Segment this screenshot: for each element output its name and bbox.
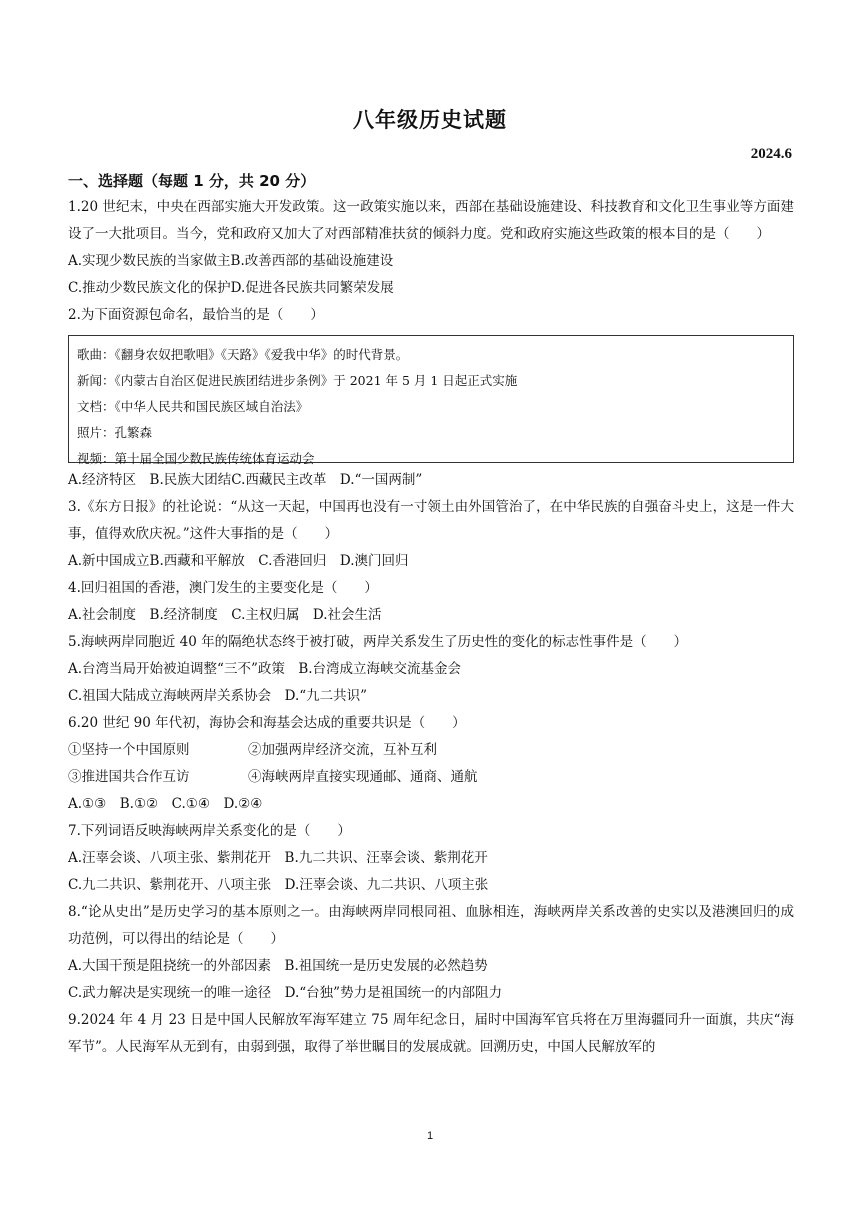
question-2-options: A.经济特区 B.民族大团结C.西藏民主改革 D.“一国两制” [68, 472, 423, 488]
question-3-stem: 3.《东方日报》的社论说：“从这一天起，中国再也没有一寸领土由外国管治了，在中华民族的自强奋斗史上，这是一件大事，值得欢欣庆祝。”这件大事指的是（ ） [68, 499, 794, 542]
question-9-stem: 9.2024 年 4 月 23 日是中国人民解放军海军建立 75 周年纪念日，届时中国海军官兵将在万里海疆同升一面旗，共庆“海军节”。人民海军从无到有，由弱到强，取得了举世瞩目的发展成就。回溯历史，中国人民解放军的 [68, 1012, 794, 1055]
question-6-statements-34 [68, 764, 794, 791]
question-4-stem: 4.回归祖国的香港，澳门发生的主要变化是（ ） [68, 580, 378, 596]
resource-document: 文档：《中华人民共和国民族区域自治法》 [77, 399, 309, 414]
question-8-stem: 8.“论从史出”是历史学习的基本原则之一。由海峡两岸同根同祖、血脉相连，海峡两岸关系改善的史实以及港澳回归的成功范例，可以得出的结论是（ ） [68, 904, 794, 947]
statement-3: ③推进国共合作互访 [68, 769, 190, 785]
statement-2: ②加强两岸经济交流，互补互利 [248, 742, 437, 758]
resource-photo: 照片：孔繁森 [77, 425, 153, 440]
statement-4: ④海峡两岸直接实现通邮、通商、通航 [248, 769, 478, 785]
question-7-stem: 7.下列词语反映海峡两岸关系变化的是（ ） [68, 823, 351, 839]
question-1-options-cd: C.推动少数民族文化的保护D.促进各民族共同繁荣发展 [68, 280, 394, 296]
question-8-options-cd: C.武力解决是实现统一的唯一途径 D.“台独”势力是祖国统一的内部阻力 [68, 985, 503, 1001]
question-3-options: A.新中国成立B.西藏和平解放 C.香港回归 D.澳门回归 [68, 553, 409, 569]
question-6-options: A.①③ B.①② C.①④ D.②④ [68, 796, 263, 812]
page-number: 1 [426, 1130, 434, 1142]
question-5-options-cd: C.祖国大陆成立海峡两岸关系协会 D.“九二共识” [68, 688, 368, 704]
questions [68, 194, 794, 1061]
statement-1: ①坚持一个中国原则 [68, 742, 190, 758]
question-1-stem: 1.20 世纪末，中央在西部实施大开发政策。这一政策实施以来，西部在基础设施建设、科技教育和文化卫生事业等方面建设了一大批项目。当今，党和政府又加大了对西部精准扶贫的倾斜力度。党和政府实施这些政策的根本目的是（ ） [68, 199, 794, 242]
question-7-options-cd: C.九二共识、紫荆花开、八项主张 D.汪辜会谈、九二共识、八项主张 [68, 877, 489, 893]
resource-song: 歌曲：《翻身农奴把歌唱》《天路》《爱我中华》的时代背景。 [77, 347, 409, 362]
question-8-options-ab: A.大国干预是阻挠统一的外部因素 B.祖国统一是历史发展的必然趋势 [68, 958, 488, 974]
question-1-options-ab: A.实现少数民族的当家做主B.改善西部的基础设施建设 [68, 253, 394, 269]
resource-box [68, 335, 794, 466]
question-7-options-ab: A.汪辜会谈、八项主张、紫荆花开 B.九二共识、汪辜会谈、紫荆花开 [68, 850, 488, 866]
question-2-stem: 2.为下面资源包命名，最恰当的是（ ） [68, 307, 324, 323]
section-title: 一、选择题（每题 1 分，共 20 分） [68, 172, 316, 190]
question-4-options: A.社会制度 B.经济制度 C.主权归属 D.社会生活 [68, 607, 382, 623]
resource-video: 视频：第十届全国少数民族传统体育运动会 [77, 451, 315, 466]
question-5-options-ab: A.台湾当局开始被迫调整“三不”政策 B.台湾成立海峡交流基金会 [68, 661, 462, 677]
question-6-stem: 6.20 世纪 90 年代初，海协会和海基会达成的重要共识是（ ） [68, 715, 466, 731]
exam-date: 2024.6 [750, 146, 792, 162]
resource-news: 新闻：《内蒙古自治区促进民族团结进步条例》于 2021 年 5 月 1 日起正式实施 [77, 373, 518, 388]
question-5-stem: 5.海峡两岸同胞近 40 年的隔绝状态终于被打破，两岸关系发生了历史性的变化的标志性事件是（ ） [68, 634, 688, 650]
question-6-statements-12 [68, 737, 794, 764]
page-title: 八年级历史试题 [353, 108, 507, 132]
